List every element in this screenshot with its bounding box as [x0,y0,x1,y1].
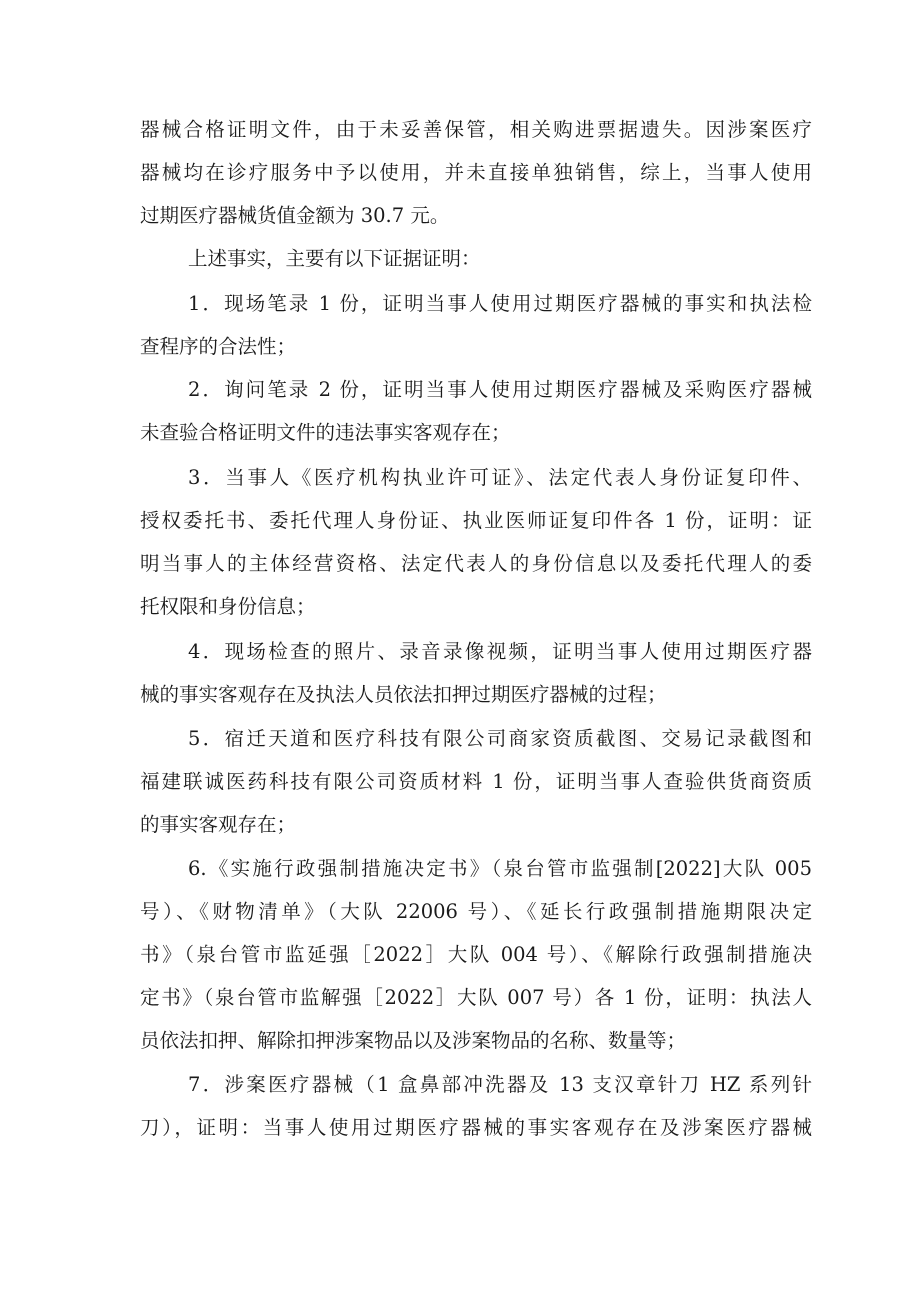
text-line-9: 3．当事人《医疗机构执业许可证》、法定代表人身份证复印件、 [188,466,812,489]
text-line-16: 福建联诚医药科技有限公司资质材料 1 份，证明当事人查验供货商资质 [140,770,812,793]
text-line-18: 6.《实施行政强制措施决定书》（泉台管市监强制[2022]大队 005 [188,857,812,880]
text-line-2: 器械均在诊疗服务中予以使用，并未直接单独销售，综上，当事人使用 [140,161,812,184]
text-line-21: 定书》（泉台管市监解强［2022］大队 007 号）各 1 份，证明：执法人 [140,986,812,1009]
text-line-3: 过期医疗器械货值金额为 30.7 元。 [140,204,450,227]
text-line-7: 2．询问笔录 2 份，证明当事人使用过期医疗器械及采购医疗器械 [188,378,812,401]
text-line-24: 刀），证明：当事人使用过期医疗器械的事实客观存在及涉案医疗器械 [140,1116,812,1139]
text-line-13: 4．现场检查的照片、录音录像视频，证明当事人使用过期医疗器 [188,640,812,663]
text-line-1: 器械合格证明文件，由于未妥善保管，相关购进票据遗失。因涉案医疗 [140,118,812,141]
text-line-14: 械的事实客观存在及执法人员依法扣押过期医疗器械的过程； [140,683,667,706]
text-line-22: 员依法扣押、解除扣押涉案物品以及涉案物品的名称、数量等； [140,1029,687,1052]
text-line-17: 的事实客观存在； [140,813,297,836]
text-line-20: 书》（泉台管市监延强［2022］大队 004 号）、《解除行政强制措施决 [140,943,812,966]
text-line-23: 7．涉案医疗器械（1 盒鼻部冲洗器及 13 支汉章针刀 HZ 系列针 [188,1073,812,1096]
text-line-11: 明当事人的主体经营资格、法定代表人的身份信息以及委托代理人的委 [140,552,812,575]
text-line-5: 1．现场笔录 1 份，证明当事人使用过期医疗器械的事实和执法检 [188,292,812,315]
text-line-10: 授权委托书、委托代理人身份证、执业医师证复印件各 1 份，证明：证 [140,509,812,532]
text-line-4: 上述事实，主要有以下证据证明： [188,247,481,270]
text-line-6: 查程序的合法性； [140,335,297,358]
text-line-12: 托权限和身份信息； [140,595,316,618]
text-line-15: 5．宿迁天道和医疗科技有限公司商家资质截图、交易记录截图和 [188,727,812,750]
text-line-19: 号）、《财物清单》（大队 22006 号）、《延长行政强制措施期限决定 [140,900,812,923]
text-line-8: 未查验合格证明文件的违法事实客观存在； [140,421,511,444]
